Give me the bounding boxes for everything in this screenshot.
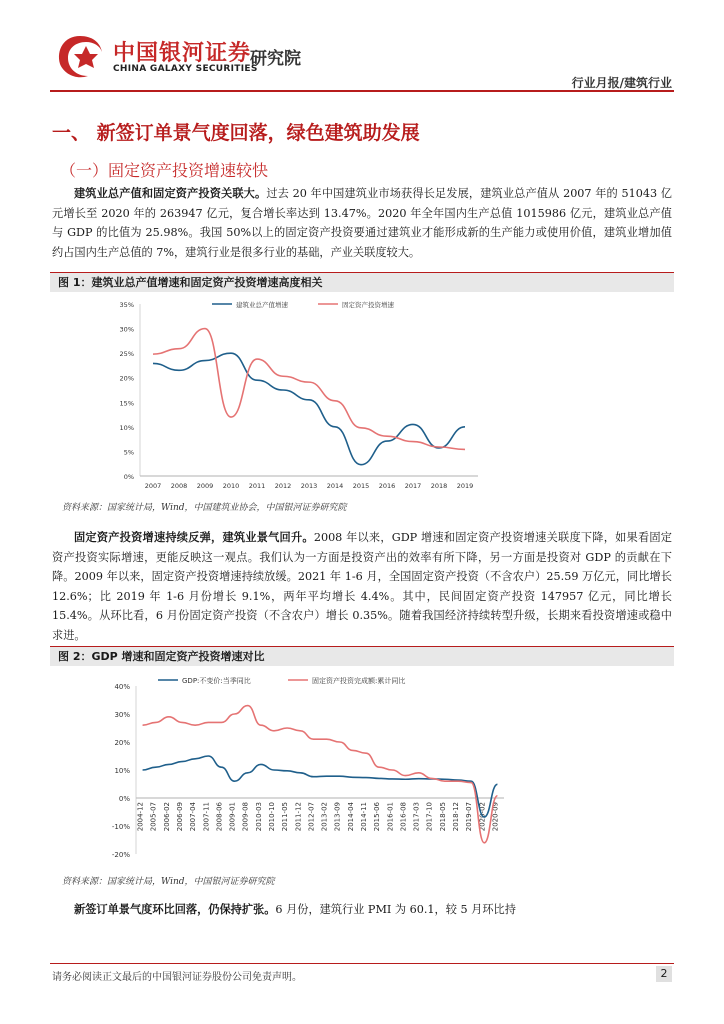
x-tick-label: 2016-01 bbox=[386, 802, 395, 832]
x-tick-label: 2007 bbox=[144, 482, 162, 490]
x-tick-label: 2010-10 bbox=[268, 802, 276, 832]
paragraph-1 bbox=[52, 184, 672, 262]
paragraph-1-body: 过去 20 年中国建筑业市场获得长足发展，建筑业总产值从 2007 年的 51043 亿元增长至 2020 年的 263947 亿元，复合增长率达到 13.47%。2020 年全年国内生产总值 1015986 亿元，建筑业总产值与 GDP 的比值为 25.98%。我国 50%以上的固定资产投资要通过建筑业才能形成新的生产能力或使用价值，建筑业增加值约占国内生产总值的 7%，建筑行业是很多行业的基础，产业关联度较大。 bbox=[52, 187, 672, 259]
x-tick-label: 2009-01 bbox=[228, 802, 237, 832]
x-tick-label: 2007-11 bbox=[202, 802, 211, 832]
x-tick-label: 2018 bbox=[430, 482, 448, 490]
x-tick-label: 2009-08 bbox=[241, 802, 250, 832]
figure-1-source: 资料来源：国家统计局，Wind，中国建筑业协会，中国银河证券研究院 bbox=[62, 503, 347, 513]
y-tick-label: 10% bbox=[114, 767, 130, 775]
x-tick-label: 2017 bbox=[404, 482, 422, 490]
logo-cn: 中国银河证券 bbox=[113, 41, 252, 66]
legend-label-1: GDP:不变价:当季同比 bbox=[182, 677, 251, 685]
y-tick-label: 35% bbox=[119, 301, 134, 309]
x-tick-label: 2010 bbox=[222, 482, 240, 490]
x-tick-label: 2006-09 bbox=[176, 802, 184, 832]
x-tick-label: 2014-11 bbox=[360, 802, 368, 832]
x-tick-label: 2014-04 bbox=[346, 802, 355, 832]
section-subtitle: （一）固定资产投资增速较快 bbox=[60, 161, 269, 180]
x-tick-label: 2005-07 bbox=[149, 802, 158, 832]
x-tick-label: 2011-12 bbox=[294, 802, 303, 832]
y-tick-label: 30% bbox=[114, 711, 130, 719]
x-tick-label: 2011-05 bbox=[281, 802, 290, 832]
y-tick-label: 25% bbox=[119, 350, 134, 359]
x-tick-label: 2008 bbox=[170, 482, 188, 490]
page-number: 2 bbox=[656, 966, 672, 982]
series-line-2 bbox=[153, 329, 465, 450]
y-tick-label: 10% bbox=[119, 423, 134, 432]
legend-label-2: 固定资产投资完成额:累计同比 bbox=[312, 677, 406, 685]
x-tick-label: 2010-03 bbox=[254, 802, 263, 832]
footer-disclaimer: 请务必阅读正文最后的中国银河证券股份公司免责声明。 bbox=[52, 972, 302, 983]
x-tick-label: 2011 bbox=[248, 482, 266, 490]
paragraph-2-lead: 固定资产投资增速持续反弹，建筑业景气回升。 bbox=[74, 530, 314, 544]
x-tick-label: 2012-07 bbox=[307, 802, 316, 832]
x-tick-label: 2008-06 bbox=[215, 802, 224, 832]
y-tick-label: -10% bbox=[111, 823, 130, 831]
x-tick-label: 2007-04 bbox=[189, 802, 198, 832]
y-tick-label: 0% bbox=[118, 795, 130, 803]
x-tick-label: 2020-09 bbox=[491, 802, 500, 832]
x-tick-label: 2017-10 bbox=[425, 802, 434, 832]
x-tick-label: 2015-06 bbox=[373, 802, 382, 832]
x-tick-label: 2006-02 bbox=[162, 802, 171, 832]
y-tick-label: 15% bbox=[119, 399, 134, 408]
x-tick-label: 2013-09 bbox=[333, 802, 342, 832]
section-title: 一、 新签订单景气度回落，绿色建筑助发展 bbox=[52, 122, 420, 144]
x-tick-label: 2018-12 bbox=[452, 802, 460, 832]
y-tick-label: 40% bbox=[114, 683, 130, 691]
header-divider bbox=[50, 90, 674, 92]
y-tick-label: 20% bbox=[114, 739, 130, 747]
figure-2-chart bbox=[100, 668, 520, 868]
x-tick-label: 2016-08 bbox=[399, 802, 408, 832]
y-tick-label: -20% bbox=[111, 851, 130, 859]
x-tick-label: 2004-12 bbox=[136, 802, 145, 832]
paragraph-3 bbox=[52, 900, 672, 920]
x-tick-label: 2015 bbox=[352, 482, 370, 490]
x-tick-label: 2012 bbox=[274, 482, 292, 490]
legend-label-1: 建筑业总产值增速 bbox=[236, 301, 288, 309]
x-tick-label: 2009 bbox=[196, 482, 214, 490]
x-tick-label: 2020-02 bbox=[478, 802, 487, 832]
legend-label-2: 固定资产投资增速 bbox=[342, 301, 394, 309]
breadcrumb: 行业月报/建筑行业 bbox=[571, 76, 672, 90]
figure-2-title: 图 2：GDP 增速和固定资产投资增速对比 bbox=[50, 646, 674, 666]
x-tick-label: 2019-07 bbox=[465, 802, 474, 832]
x-tick-label: 2014 bbox=[326, 482, 344, 490]
y-tick-label: 5% bbox=[123, 448, 134, 457]
series-line-1 bbox=[153, 353, 465, 465]
x-tick-label: 2013 bbox=[300, 482, 318, 490]
y-tick-label: 30% bbox=[119, 325, 134, 334]
x-tick-label: 2019 bbox=[456, 482, 474, 490]
paragraph-3-body: 6 月份，建筑行业 PMI 为 60.1，较 5 月环比持 bbox=[275, 903, 516, 916]
footer-divider bbox=[50, 963, 674, 964]
figure-2-source: 资料来源：国家统计局，Wind，中国银河证券研究院 bbox=[62, 877, 275, 887]
y-tick-label: 20% bbox=[119, 374, 134, 383]
x-tick-label: 2017-03 bbox=[412, 802, 421, 832]
figure-1-chart bbox=[100, 294, 490, 494]
y-tick-label: 0% bbox=[123, 473, 134, 481]
paragraph-2 bbox=[52, 528, 672, 645]
x-tick-label: 2016 bbox=[378, 482, 396, 490]
paragraph-1-lead: 建筑业总产值和固定资产投资关联大。 bbox=[74, 186, 267, 200]
paragraph-3-lead: 新签订单景气度环比回落，仍保持扩张。 bbox=[74, 902, 276, 916]
figure-1-title: 图 1：建筑业总产值增速和固定资产投资增速高度相关 bbox=[50, 272, 674, 292]
paragraph-2-body: 2008 年以来，GDP 增速和固定资产投资增速关联度下降，如果看固定资产投资实际增速，更能反映这一观点。我们认为一方面是投资产出的效率有所下降，另一方面是投资对 GDP 的贡献在下降。2009 年以来，固定资产投资增速持续放缓。2021 年 1-6 月，全国固定资产投资（不含农户）25.59 万亿元，同比增长 12.6%；比 2019 年 1-6 月份增长 9.1%，两年平均增长 4.4%。其中，民间固定资产投资 147957 亿元，同比增长 15.4%。从环比看，6 月份固定资产投资（不含农户）增长 0.35%。随着我国经济持续转型升级，长期来看投资增速或稳中求进。 bbox=[52, 531, 672, 642]
x-tick-label: 2018-05 bbox=[438, 802, 447, 832]
galaxy-logo-icon bbox=[52, 32, 108, 82]
x-tick-label: 2013-02 bbox=[320, 802, 329, 832]
logo-en: CHINA GALAXY SECURITIES bbox=[113, 64, 258, 74]
institute-name: 研究院 bbox=[250, 49, 301, 69]
